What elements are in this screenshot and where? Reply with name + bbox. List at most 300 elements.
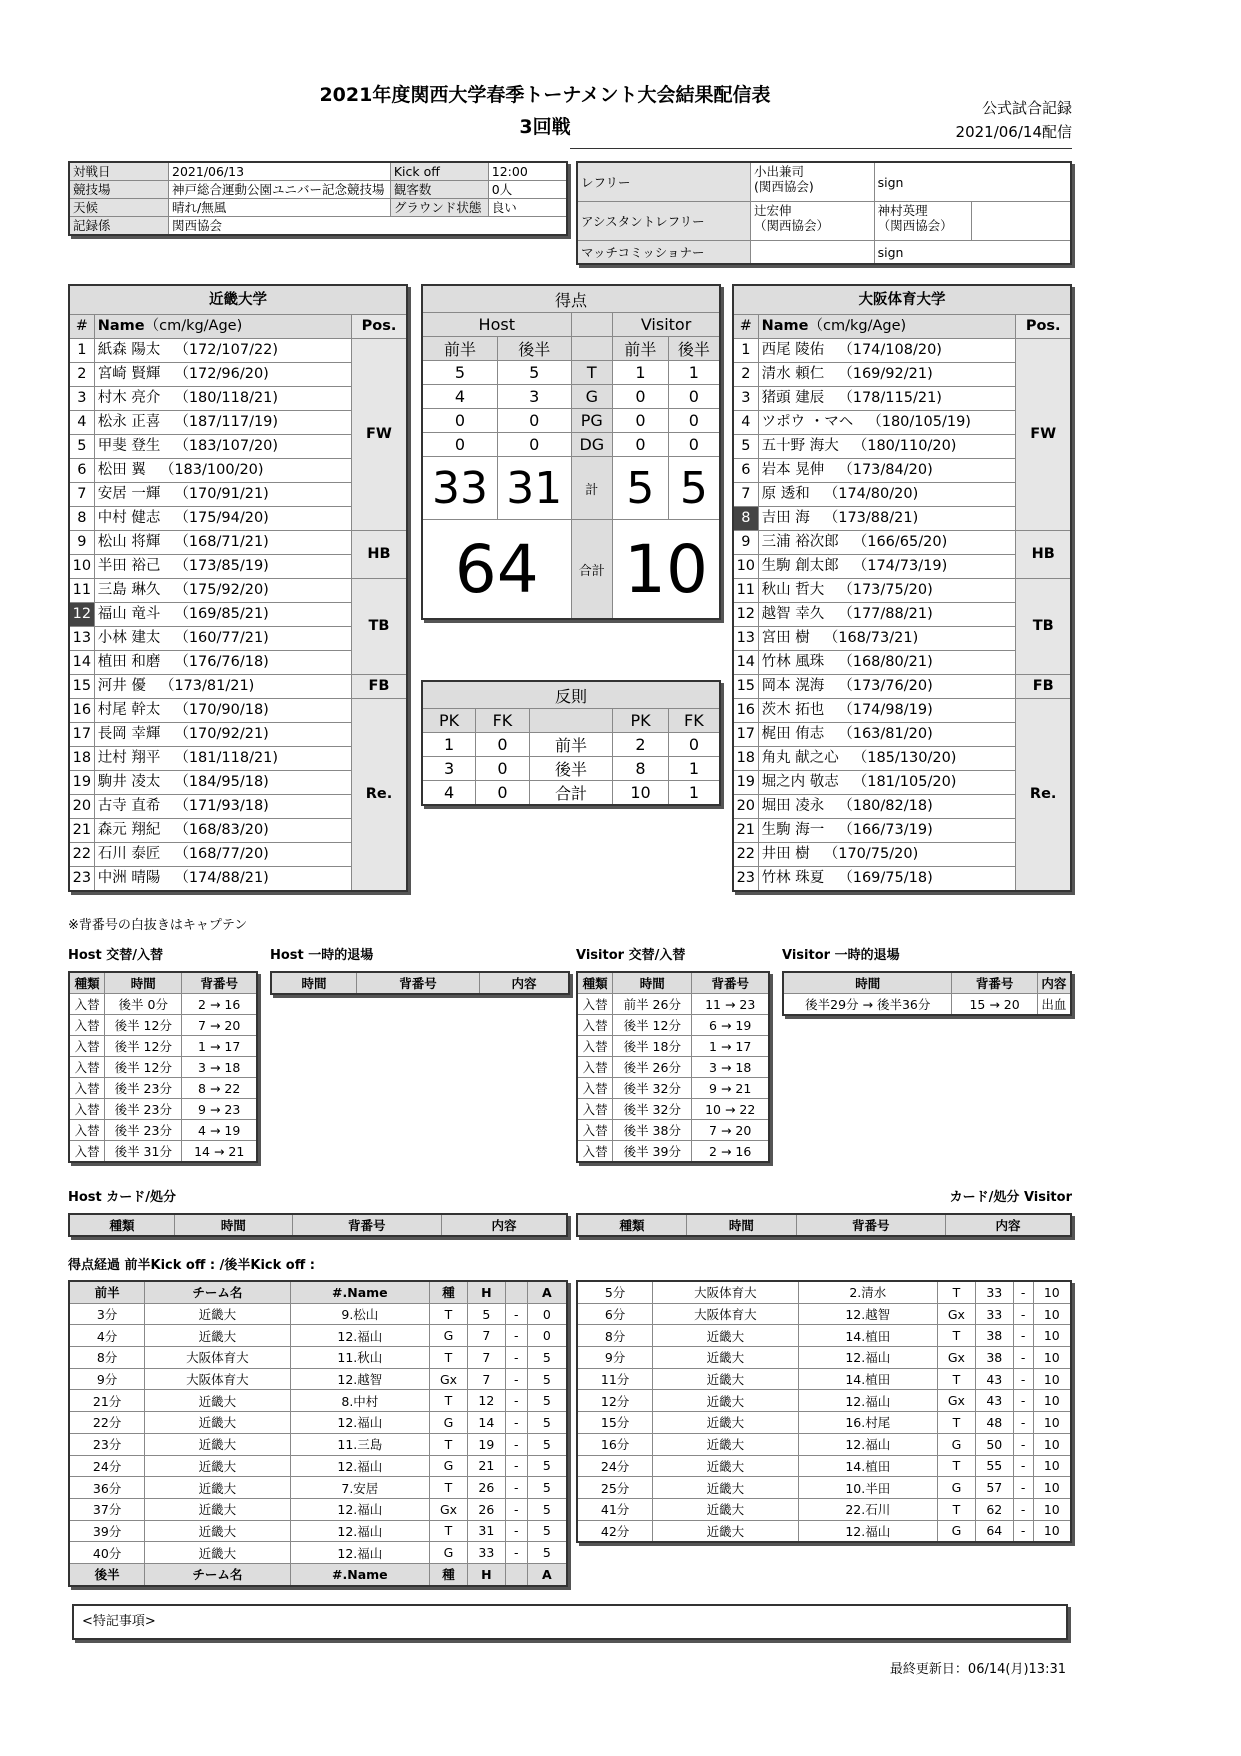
sub-row (69, 1141, 257, 1163)
player-number: 12 (69, 603, 94, 627)
progress-name: 12.福山 (798, 1433, 937, 1455)
progress-dash: - (1013, 1325, 1033, 1347)
progress-time: 8分 (577, 1325, 653, 1347)
player-info (94, 339, 351, 363)
player-number: 17 (69, 723, 94, 747)
progress-title: 得点経過 前半Kick off : /後半Kick off : (68, 1258, 315, 1273)
progress-h: 33 (467, 1542, 505, 1564)
progress-a: 5 (527, 1390, 567, 1412)
host-subs-table (68, 971, 258, 1163)
player-name: 植田 和磨 (97, 654, 161, 670)
sub-row (577, 1036, 769, 1057)
time-header: 時間 (105, 972, 182, 994)
progress-name: 22.石川 (798, 1498, 937, 1520)
score-cell: 0 (497, 409, 571, 433)
half-header: 後半 (69, 1563, 145, 1585)
player-stats: （168/77/20) (174, 846, 269, 862)
sub-num: 8 → 22 (182, 1078, 257, 1099)
content-header: 内容 (480, 972, 569, 994)
sub-num: 11 → 23 (692, 994, 769, 1015)
score-row-label: G (571, 385, 613, 409)
ar1-name: 辻宏伸 (754, 203, 792, 218)
progress-dash: - (505, 1542, 527, 1564)
ground-label: グラウンド状態 (390, 199, 488, 217)
sub-type: 入替 (69, 1057, 105, 1078)
progress-a: 10 (1033, 1498, 1071, 1520)
sub-num: 2 → 16 (692, 1141, 769, 1163)
player-number: 5 (69, 435, 94, 459)
position-hb: HB (1016, 531, 1071, 579)
visitor-subtotal-second: 5 (668, 457, 720, 520)
progress-kind: Gx (430, 1498, 468, 1520)
a-header: A (527, 1281, 567, 1303)
progress-a: 5 (527, 1520, 567, 1542)
progress-name: 7.安居 (290, 1477, 429, 1499)
progress-a: 10 (1033, 1325, 1071, 1347)
progress-row (577, 1455, 1071, 1477)
player-stats: （180/105/19) (867, 414, 971, 430)
sub-row (69, 1015, 257, 1036)
ar1-assoc: （関西協会） (754, 218, 830, 233)
progress-name: 12.福山 (290, 1455, 429, 1477)
player-info (758, 699, 1016, 723)
progress-name: 14.植田 (798, 1455, 937, 1477)
player-name: 駒井 凌太 (97, 774, 161, 790)
progress-a: 5 (527, 1498, 567, 1520)
player-stats: （173/75/20) (838, 582, 933, 598)
player-number: 10 (69, 555, 94, 579)
progress-h: 12 (467, 1390, 505, 1412)
player-name: 角丸 献之心 (761, 750, 839, 766)
player-info (94, 483, 351, 507)
progress-team: 近畿大 (653, 1477, 798, 1499)
progress-dash: - (505, 1390, 527, 1412)
referee (751, 162, 875, 202)
player-info (758, 387, 1016, 411)
player-number: 21 (69, 819, 94, 843)
host-temp-table (270, 971, 570, 995)
progress-h: 55 (975, 1455, 1013, 1477)
score-row-label: T (571, 361, 613, 385)
progress-kind: G (430, 1325, 468, 1347)
player-number: 7 (733, 483, 758, 507)
progress-a: 10 (1033, 1281, 1071, 1303)
h-header: H (467, 1281, 505, 1303)
sub-num: 7 → 20 (182, 1015, 257, 1036)
player-name: 堀之内 敬志 (761, 774, 839, 790)
progress-dash: - (1013, 1281, 1033, 1303)
progress-team: 大阪体育大 (653, 1303, 798, 1325)
progress-dash: - (1013, 1498, 1033, 1520)
player-name: 秋山 哲大 (761, 582, 825, 598)
progress-a: 0 (527, 1303, 567, 1325)
penalty-row-label: 合計 (529, 781, 612, 806)
weather: 晴れ/無風 (169, 199, 391, 217)
blank (505, 1563, 527, 1585)
score-cell: 1 (668, 361, 720, 385)
player-stats: （180/82/18) (838, 798, 933, 814)
progress-team: 近畿大 (653, 1520, 798, 1542)
progress-team: 近畿大 (145, 1303, 290, 1325)
penalty-row (422, 781, 720, 806)
player-stats: （172/96/20) (174, 366, 269, 382)
player-stats: （187/117/19) (174, 414, 279, 430)
sub-row (577, 1057, 769, 1078)
sub-type: 入替 (577, 1120, 613, 1141)
captain-note: ※背番号の白抜きはキャプテン (68, 918, 248, 933)
progress-dash: - (1013, 1390, 1033, 1412)
player-name: 中村 健志 (97, 510, 161, 526)
progress-row (69, 1433, 567, 1455)
player-info (758, 411, 1016, 435)
player-number: 6 (69, 459, 94, 483)
progress-kind: Gx (430, 1368, 468, 1390)
progress-row (577, 1390, 1071, 1412)
progress-h: 38 (975, 1347, 1013, 1369)
progress-dash: - (505, 1347, 527, 1369)
progress-time: 21分 (69, 1390, 145, 1412)
progress-a: 5 (527, 1455, 567, 1477)
player-number: 20 (733, 795, 758, 819)
player-stats: （174/73/19) (852, 558, 948, 574)
mc-label: マッチコミッショナー (577, 241, 751, 265)
player-name: 河井 優 (97, 678, 146, 694)
player-stats: （174/108/20) (838, 342, 942, 358)
player-number: 16 (69, 699, 94, 723)
player-info (758, 531, 1016, 555)
sub-row (577, 1078, 769, 1099)
sub-type: 入替 (577, 1036, 613, 1057)
sub-time: 後半 32分 (613, 1099, 692, 1120)
player-stats: （166/65/20) (852, 534, 948, 550)
content-header: 内容 (946, 1214, 1072, 1236)
player-stats: （174/80/20) (823, 486, 919, 502)
type-header: 種類 (577, 1214, 687, 1236)
score-cell: 4 (422, 385, 497, 409)
score-row-label: DG (571, 433, 613, 457)
progress-dash: - (1013, 1477, 1033, 1499)
name-header-unit: （cm/kg/Age) (144, 318, 243, 334)
player-number: 17 (733, 723, 758, 747)
sub-type: 入替 (69, 994, 105, 1015)
progress-h: 48 (975, 1412, 1013, 1434)
visitor-fk-header: FK (668, 709, 720, 733)
num-header: 背番号 (356, 972, 479, 994)
num-header: 背番号 (796, 1214, 945, 1236)
sub-type: 入替 (69, 1078, 105, 1099)
host-fk-header: FK (476, 709, 530, 733)
roster-row (733, 531, 1071, 555)
player-stats: （169/92/21) (838, 366, 933, 382)
progress-time: 16分 (577, 1433, 653, 1455)
progress-team: 近畿大 (145, 1520, 290, 1542)
player-number: 8 (733, 507, 758, 531)
score-cell: 0 (668, 385, 720, 409)
time-header: 時間 (687, 1214, 797, 1236)
progress-team: 近畿大 (653, 1433, 798, 1455)
player-name: 竹林 風珠 (761, 654, 825, 670)
penalty-cell: 4 (422, 781, 476, 806)
progress-team: 近畿大 (653, 1347, 798, 1369)
referee-assoc: (関西協会) (754, 179, 814, 194)
score-cell: 0 (422, 409, 497, 433)
sub-num: 14 → 21 (182, 1141, 257, 1163)
score-cell: 0 (668, 409, 720, 433)
sub-type: 入替 (69, 1099, 105, 1120)
progress-h: 19 (467, 1433, 505, 1455)
score-cell: 0 (422, 433, 497, 457)
mc-sign: sign (874, 241, 1071, 265)
half-header: 前半 (69, 1281, 145, 1303)
score-cell: 1 (613, 361, 669, 385)
progress-h: 43 (975, 1368, 1013, 1390)
player-stats: （175/92/20) (174, 582, 269, 598)
progress-name: 11.三島 (290, 1433, 429, 1455)
progress-name: 12.福山 (290, 1325, 429, 1347)
progress-h: 7 (467, 1347, 505, 1369)
penalties-title: 反則 (422, 681, 720, 709)
player-name: 原 透和 (761, 486, 810, 502)
sub-type: 入替 (577, 1078, 613, 1099)
progress-h: 14 (467, 1412, 505, 1434)
player-stats: （173/85/19) (174, 558, 269, 574)
penalty-row-label: 後半 (529, 757, 612, 781)
player-info (94, 627, 351, 651)
num-header: # (69, 315, 94, 339)
distribution-date: 2021/06/14配信 (955, 123, 1072, 141)
progress-time: 5分 (577, 1281, 653, 1303)
player-name: 古寺 直希 (97, 798, 161, 814)
progress-team: 近畿大 (653, 1368, 798, 1390)
player-name: 紙森 陽太 (97, 342, 161, 358)
player-number: 22 (69, 843, 94, 867)
progress-time: 6分 (577, 1303, 653, 1325)
player-info (758, 483, 1016, 507)
kind-header: 種 (430, 1281, 468, 1303)
progress-time: 3分 (69, 1303, 145, 1325)
progress-team: 近畿大 (145, 1455, 290, 1477)
player-number: 9 (69, 531, 94, 555)
player-info (94, 795, 351, 819)
player-name: 小林 建太 (97, 630, 161, 646)
progress-name: 2.清水 (798, 1281, 937, 1303)
player-name: 茨木 拓也 (761, 702, 825, 718)
progress-time: 40分 (69, 1542, 145, 1564)
visitor-second-half-header: 後半 (668, 337, 720, 361)
sub-num: 9 → 21 (692, 1078, 769, 1099)
progress-kind: Gx (937, 1303, 975, 1325)
progress-row (577, 1303, 1071, 1325)
player-info (94, 531, 351, 555)
player-name: 福山 竜斗 (97, 606, 161, 622)
progress-kind: T (430, 1347, 468, 1369)
temp-row (783, 994, 1071, 1016)
progress-time: 42分 (577, 1520, 653, 1542)
progress-row (69, 1303, 567, 1325)
sub-num: 7 → 20 (692, 1120, 769, 1141)
progress-time: 12分 (577, 1390, 653, 1412)
progress-name: 9.松山 (290, 1303, 429, 1325)
progress-row (69, 1498, 567, 1520)
player-number: 8 (69, 507, 94, 531)
player-number: 4 (69, 411, 94, 435)
player-number: 21 (733, 819, 758, 843)
progress-team: 近畿大 (653, 1498, 798, 1520)
host-subtotal-second: 31 (497, 457, 571, 520)
progress-row (69, 1325, 567, 1347)
player-name: 森元 翔紀 (97, 822, 161, 838)
player-info (94, 603, 351, 627)
score-title: 得点 (422, 285, 720, 313)
progress-time: 9分 (69, 1368, 145, 1390)
progress-row (69, 1520, 567, 1542)
progress-kind: T (937, 1368, 975, 1390)
visitor-roster (732, 284, 1072, 892)
player-info (94, 723, 351, 747)
score-cell: 0 (613, 433, 669, 457)
player-stats: （183/107/20) (174, 438, 279, 454)
progress-name: 12.福山 (798, 1347, 937, 1369)
penalty-cell: 8 (613, 757, 669, 781)
score-cell: 5 (422, 361, 497, 385)
sub-type: 入替 (69, 1120, 105, 1141)
progress-team: 近畿大 (653, 1325, 798, 1347)
player-stats: （166/73/19) (838, 822, 933, 838)
name-header: #.Name (290, 1281, 429, 1303)
progress-row (69, 1368, 567, 1390)
player-number: 11 (69, 579, 94, 603)
progress-h: 38 (975, 1325, 1013, 1347)
player-stats: （173/84/20) (838, 462, 933, 478)
progress-a: 10 (1033, 1520, 1071, 1542)
referee-label: レフリー (577, 162, 751, 202)
type-header: 種類 (69, 972, 105, 994)
player-name: 松田 翼 (97, 462, 146, 478)
progress-team: 近畿大 (653, 1412, 798, 1434)
num-header: 背番号 (952, 972, 1037, 994)
name-header (758, 315, 1016, 339)
player-info (94, 651, 351, 675)
penalty-cell: 0 (476, 757, 530, 781)
progress-name: 12.越智 (798, 1303, 937, 1325)
host-cards-title: Host カード/処分 (68, 1190, 177, 1205)
player-info (758, 675, 1016, 699)
player-name: 松山 将輝 (97, 534, 161, 550)
progress-dash: - (505, 1477, 527, 1499)
pos-header: Pos. (1016, 315, 1071, 339)
position-fb: FB (351, 675, 407, 699)
attendance-label: 観客数 (390, 181, 488, 199)
progress-name: 12.越智 (290, 1368, 429, 1390)
player-name: 五十野 海大 (761, 438, 839, 454)
player-stats: （170/92/21) (174, 726, 269, 742)
player-stats: （173/88/21) (823, 510, 919, 526)
visitor-first-half-header: 前半 (613, 337, 669, 361)
sub-time: 後半 31分 (105, 1141, 182, 1163)
player-number: 20 (69, 795, 94, 819)
referee-sign: sign (874, 162, 1071, 202)
penalty-row (422, 757, 720, 781)
player-name: 三島 琳久 (97, 582, 161, 598)
player-info (758, 507, 1016, 531)
visitor-subs-table (576, 971, 770, 1163)
progress-a: 10 (1033, 1303, 1071, 1325)
progress-a: 10 (1033, 1477, 1071, 1499)
progress-h: 7 (467, 1368, 505, 1390)
score-row-label: PG (571, 409, 613, 433)
host-temp-title: Host 一時的退場 (270, 948, 374, 963)
progress-name: 12.福山 (290, 1498, 429, 1520)
player-number: 7 (69, 483, 94, 507)
position-hb: HB (351, 531, 407, 579)
visitor-total: 10 (613, 520, 720, 620)
progress-team: 近畿大 (145, 1542, 290, 1564)
progress-team: 大阪体育大 (145, 1347, 290, 1369)
host-team-name: 近畿大学 (69, 285, 407, 315)
player-name: 長岡 幸輝 (97, 726, 161, 742)
progress-name: 12.福山 (798, 1390, 937, 1412)
player-name: 井田 樹 (761, 846, 810, 862)
progress-time: 39分 (69, 1520, 145, 1542)
progress-a: 10 (1033, 1433, 1071, 1455)
roster-row (69, 699, 407, 723)
player-name: 村木 亮介 (97, 390, 161, 406)
player-name: 安居 一輝 (97, 486, 161, 502)
total-label: 合計 (571, 520, 613, 620)
progress-dash: - (1013, 1520, 1033, 1542)
player-info (94, 507, 351, 531)
sub-time: 後半 12分 (105, 1015, 182, 1036)
progress-dash: - (1013, 1368, 1033, 1390)
player-name: 三浦 裕次郎 (761, 534, 839, 550)
temp-num: 15 → 20 (952, 994, 1037, 1016)
player-number: 13 (733, 627, 758, 651)
player-stats: （171/93/18) (174, 798, 269, 814)
progress-dash: - (505, 1412, 527, 1434)
progress-a: 10 (1033, 1390, 1071, 1412)
player-name: 辻村 翔平 (97, 750, 161, 766)
progress-row (69, 1412, 567, 1434)
name-header-label: Name (97, 318, 145, 334)
player-stats: （180/118/21) (174, 390, 279, 406)
progress-h: 5 (467, 1303, 505, 1325)
score-row-t (422, 361, 720, 385)
kickoff-label: Kick off (390, 162, 488, 181)
special-notes-label: <特記事項> (82, 1614, 156, 1629)
player-stats: （168/83/20) (174, 822, 269, 838)
sub-num: 3 → 18 (692, 1057, 769, 1078)
weather-label: 天候 (69, 199, 169, 217)
sub-type: 入替 (577, 1015, 613, 1036)
score-row-dg (422, 433, 720, 457)
visitor-subs-title: Visitor 交替/入替 (576, 948, 686, 963)
sub-type: 入替 (577, 994, 613, 1015)
sub-time: 後半 12分 (613, 1015, 692, 1036)
player-info (94, 843, 351, 867)
sub-time: 後半 18分 (613, 1036, 692, 1057)
player-number: 3 (733, 387, 758, 411)
progress-row (69, 1477, 567, 1499)
score-cell: 3 (497, 385, 571, 409)
sub-time: 後半 39分 (613, 1141, 692, 1163)
penalty-cell: 1 (668, 781, 720, 806)
progress-kind: G (430, 1412, 468, 1434)
player-number: 18 (69, 747, 94, 771)
officials-table (576, 161, 1072, 265)
a-header: A (527, 1563, 567, 1585)
player-stats: （176/76/18) (174, 654, 269, 670)
sub-row (69, 1099, 257, 1120)
